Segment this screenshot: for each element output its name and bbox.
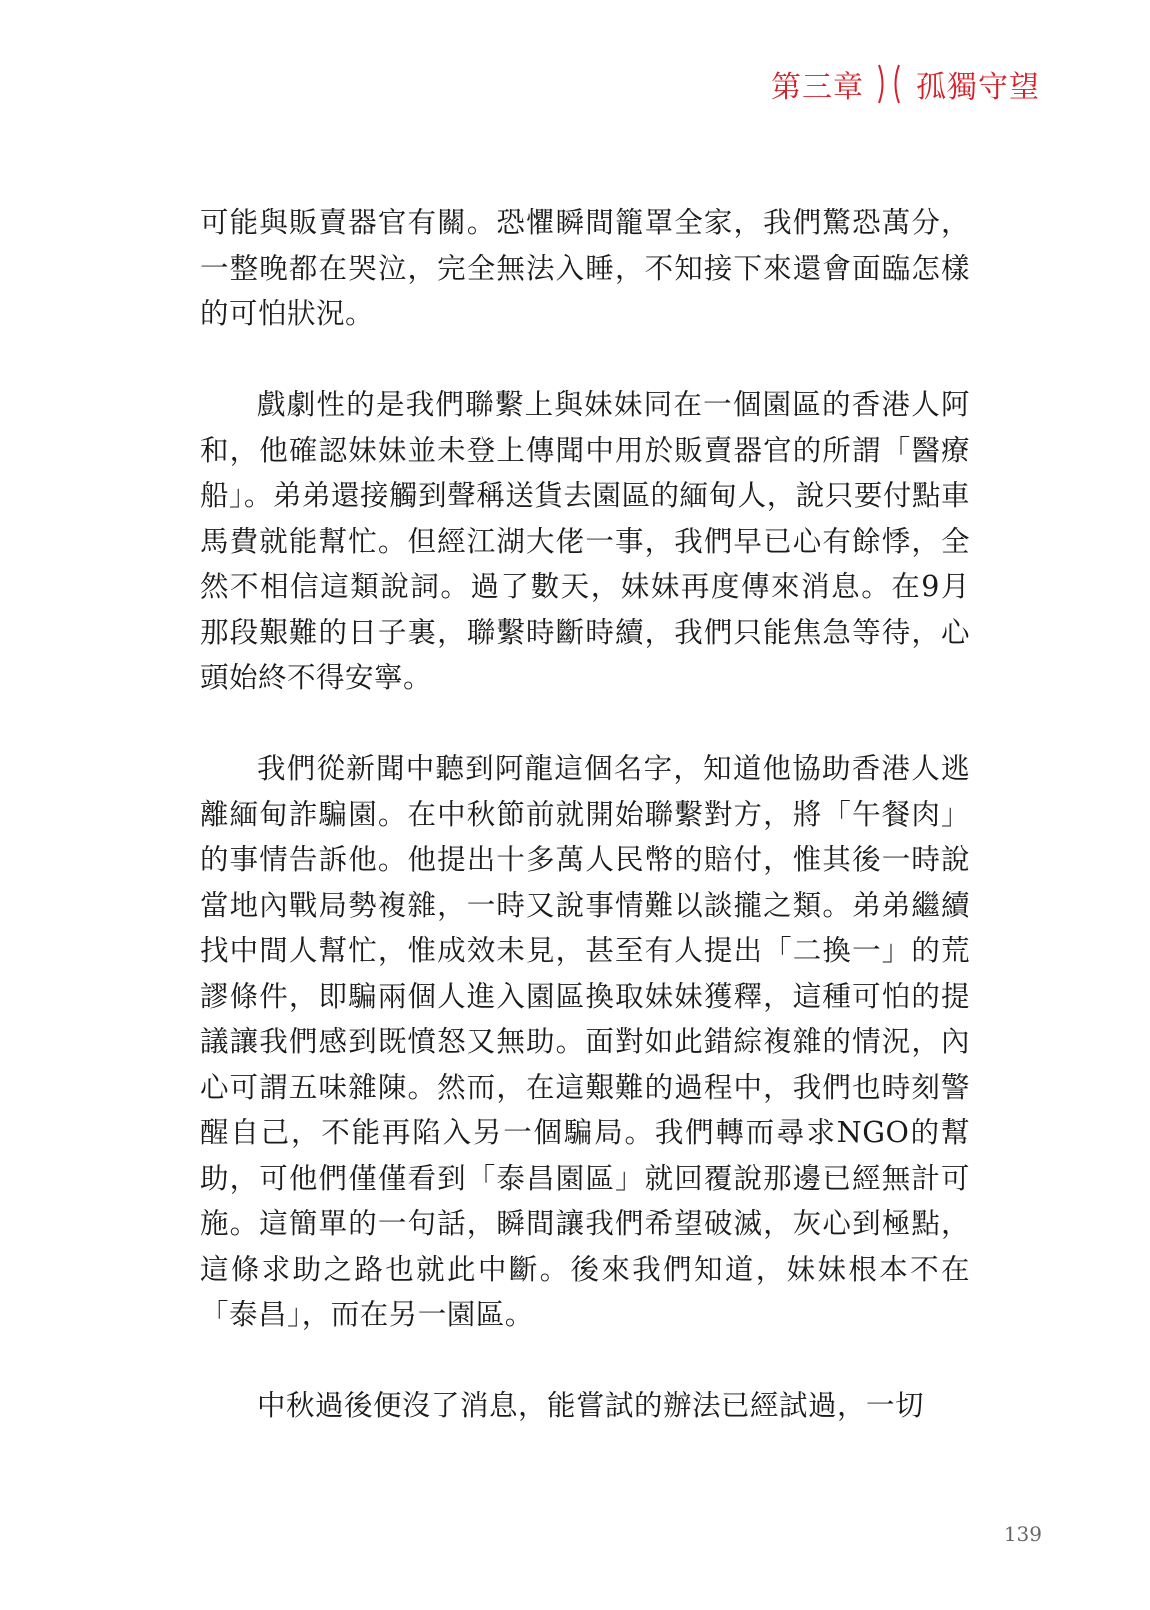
body-text (200, 200, 970, 1429)
page-number: 139 (1003, 1522, 1042, 1546)
paragraph-4: 中秋過後便沒了消息，能嘗試的辦法已經試過，一切 (257, 1389, 925, 1422)
chapter-divider-icon (876, 62, 902, 106)
paragraph-1: 可能與販賣器官有關。恐懼瞬間籠罩全家，我們驚恐萬分，一整晚都在哭泣，完全無法入睡，不知接下來還會面臨怎樣的可怕狀況。 (200, 206, 970, 330)
chapter-label: 第三章 (771, 70, 864, 105)
paragraph-3: 我們從新聞中聽到阿龍這個名字，知道他協助香港人逃離緬甸詐騙園。在中秋節前就開始聯繫對方，將「午餐肉」的事情告訴他。他提出十多萬人民幣的賠付，惟其後一時說當地內戰局勢複雜，一時又說事情難以談攏之類。弟弟繼續找中間人幫忙，惟成效未見，甚至有人提出「二換一」的荒謬條件，即騙兩個人進入園區換取妹妹獲釋，這種可怕的提議讓我們感到既憤怒又無助。面對如此錯綜複雜的情況，內心可謂五味雜陳。然而，在這艱難的過程中，我們也時刻警醒自己，不能再陷入另一個騙局。我們轉而尋求NGO的幫助，可他們僅僅看到「泰昌園區」就回覆說那邊已經無計可施。這簡單的一句話，瞬間讓我們希望破滅，灰心到極點，這條求助之路也就此中斷。後來我們知道，妹妹根本不在「泰昌」，而在另一園區。 (200, 752, 970, 1331)
running-header (771, 62, 1040, 106)
paragraph-2: 戲劇性的是我們聯繫上與妹妹同在一個園區的香港人阿和，他確認妹妹並未登上傳聞中用於販賣器官的所謂「醫療船」。弟弟還接觸到聲稱送貨去園區的緬甸人，說只要付點車馬費就能幫忙。但經江湖大佬一事，我們早已心有餘悸，全然不相信這類說詞。過了數天，妹妹再度傳來消息。在9月那段艱難的日子裏，聯繫時斷時續，我們只能焦急等待，心頭始終不得安寧。 (200, 388, 970, 694)
chapter-title: 孤獨守望 (916, 70, 1040, 105)
